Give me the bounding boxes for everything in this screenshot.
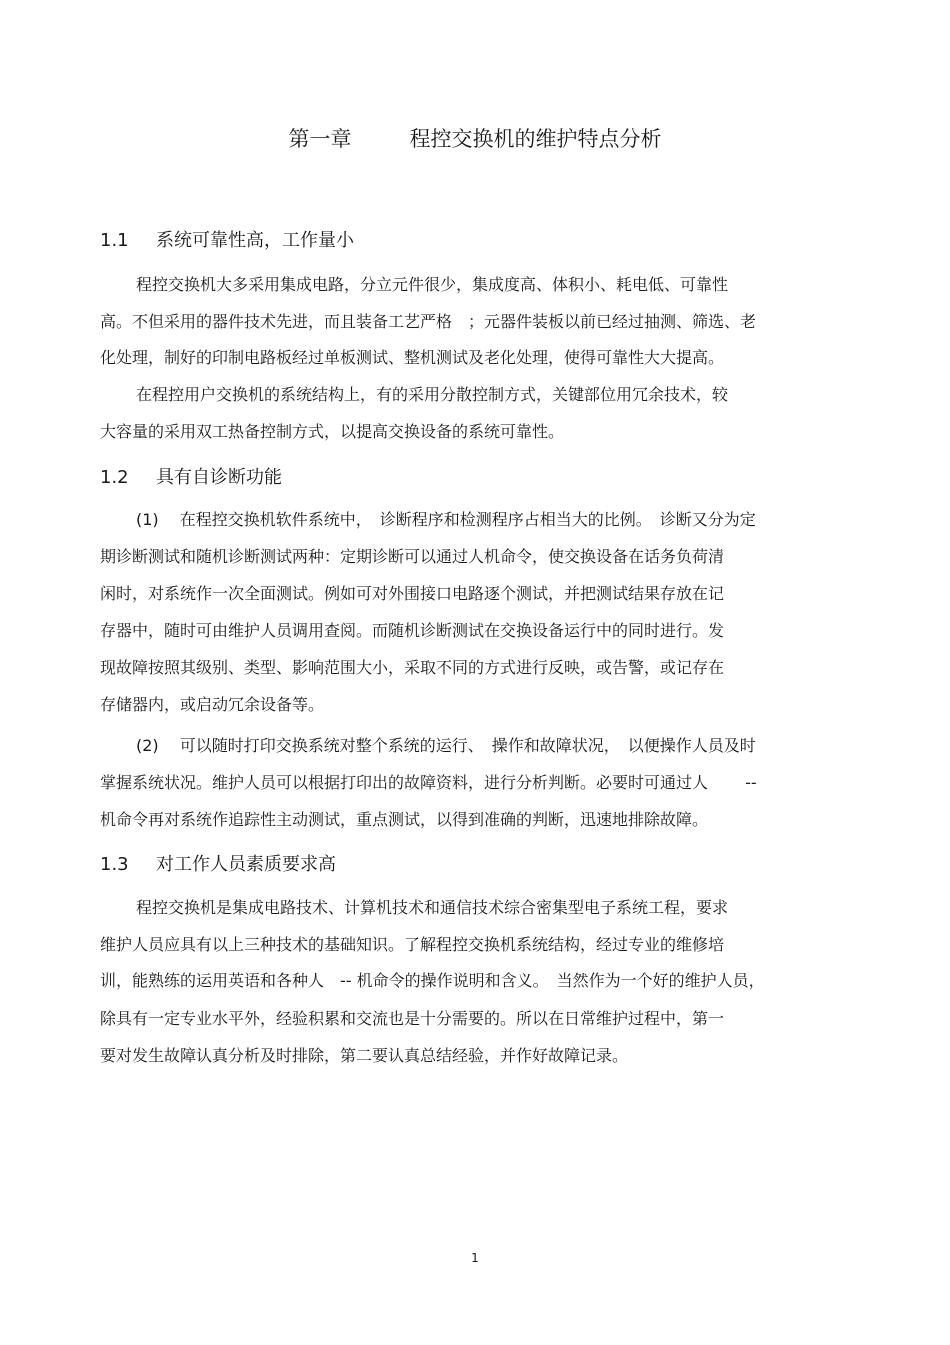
paragraph-line: 存器中，随时可由维护人员调用查阅。而随机诊断测试在交换设备运行中的同时进行。发 bbox=[100, 621, 725, 640]
section-heading-1-2 bbox=[100, 465, 282, 491]
paragraph-line: 要对发生故障认真分析及时排除，第二要认真总结经验，并作好故障记录。 bbox=[100, 1046, 629, 1065]
paragraph-line: (2) 可以随时打印交换系统对整个系统的运行、 操作和故障状况， 以便操作人员及时 bbox=[136, 736, 756, 755]
section-title: 具有自诊断功能 bbox=[156, 467, 282, 488]
section-title: 对工作人员素质要求高 bbox=[156, 854, 336, 875]
paragraph-line: 化处理，制好的印制电路板经过单板测试、整机测试及老化处理，使得可靠性大大提高。 bbox=[100, 348, 725, 367]
section-title: 系统可靠性高，工作量小 bbox=[156, 230, 354, 251]
paragraph-line: 训，能熟练的运用英语和各种人 -- 机命令的操作说明和含义。 当然作为一个好的维护人员， bbox=[100, 971, 765, 990]
section-number: 1.1 bbox=[100, 230, 129, 251]
paragraph-line: 在程控用户交换机的系统结构上，有的采用分散控制方式，关键部位用冗余技术，较 bbox=[136, 385, 729, 404]
page-number: 1 bbox=[471, 1251, 479, 1265]
paragraph-line: 除具有一定专业水平外，经验积累和交流也是十分需要的。所以在日常维护过程中，第一 bbox=[100, 1009, 725, 1028]
paragraph-line: 期诊断测试和随机诊断测试两种：定期诊断可以通过人机命令，使交换设备在话务负荷清 bbox=[100, 547, 725, 566]
paragraph-line: (1) 在程控交换机软件系统中， 诊断程序和检测程序占相当大的比例。 诊断又分为定 bbox=[136, 510, 756, 529]
paragraph-line: 程控交换机是集成电路技术、计算机技术和通信技术综合密集型电子系统工程，要求 bbox=[136, 898, 729, 917]
paragraph-line: 程控交换机大多采用集成电路，分立元件很少，集成度高、体积小、耗电低、可靠性 bbox=[136, 275, 729, 294]
page-title bbox=[0, 124, 950, 154]
paragraph-line: 机命令再对系统作追踪性主动测试，重点测试，以得到准确的判断，迅速地排除故障。 bbox=[100, 810, 709, 829]
section-heading-1-3 bbox=[100, 852, 336, 878]
paragraph-line: 维护人员应具有以上三种技术的基础知识。了解程控交换机系统结构，经过专业的维修培 bbox=[100, 935, 725, 954]
chapter-title: 程控交换机的维护特点分析 bbox=[409, 127, 662, 151]
section-number: 1.3 bbox=[100, 854, 129, 875]
paragraph-line: 高。不但采用的器件技术先进，而且装备工艺严格 ；元器件装板以前已经过抽测、筛选、老 bbox=[100, 312, 757, 331]
paragraph-line: 闲时，对系统作一次全面测试。例如可对外围接口电路逐个测试，并把测试结果存放在记 bbox=[100, 584, 725, 603]
paragraph-line: 现故障按照其级别、类型、影响范围大小，采取不同的方式进行反映，或告警，或记存在 bbox=[100, 658, 725, 677]
section-heading-1-1 bbox=[100, 228, 354, 254]
chapter-label: 第一章 bbox=[288, 127, 352, 151]
paragraph-line: 大容量的采用双工热备控制方式，以提高交换设备的系统可靠性。 bbox=[100, 422, 565, 441]
paragraph-line: 掌握系统状况。维护人员可以根据打印出的故障资料，进行分析判断。必要时可通过人 -- bbox=[100, 773, 757, 792]
section-number: 1.2 bbox=[100, 467, 129, 488]
paragraph-line: 存储器内，或启动冗余设备等。 bbox=[100, 695, 325, 714]
